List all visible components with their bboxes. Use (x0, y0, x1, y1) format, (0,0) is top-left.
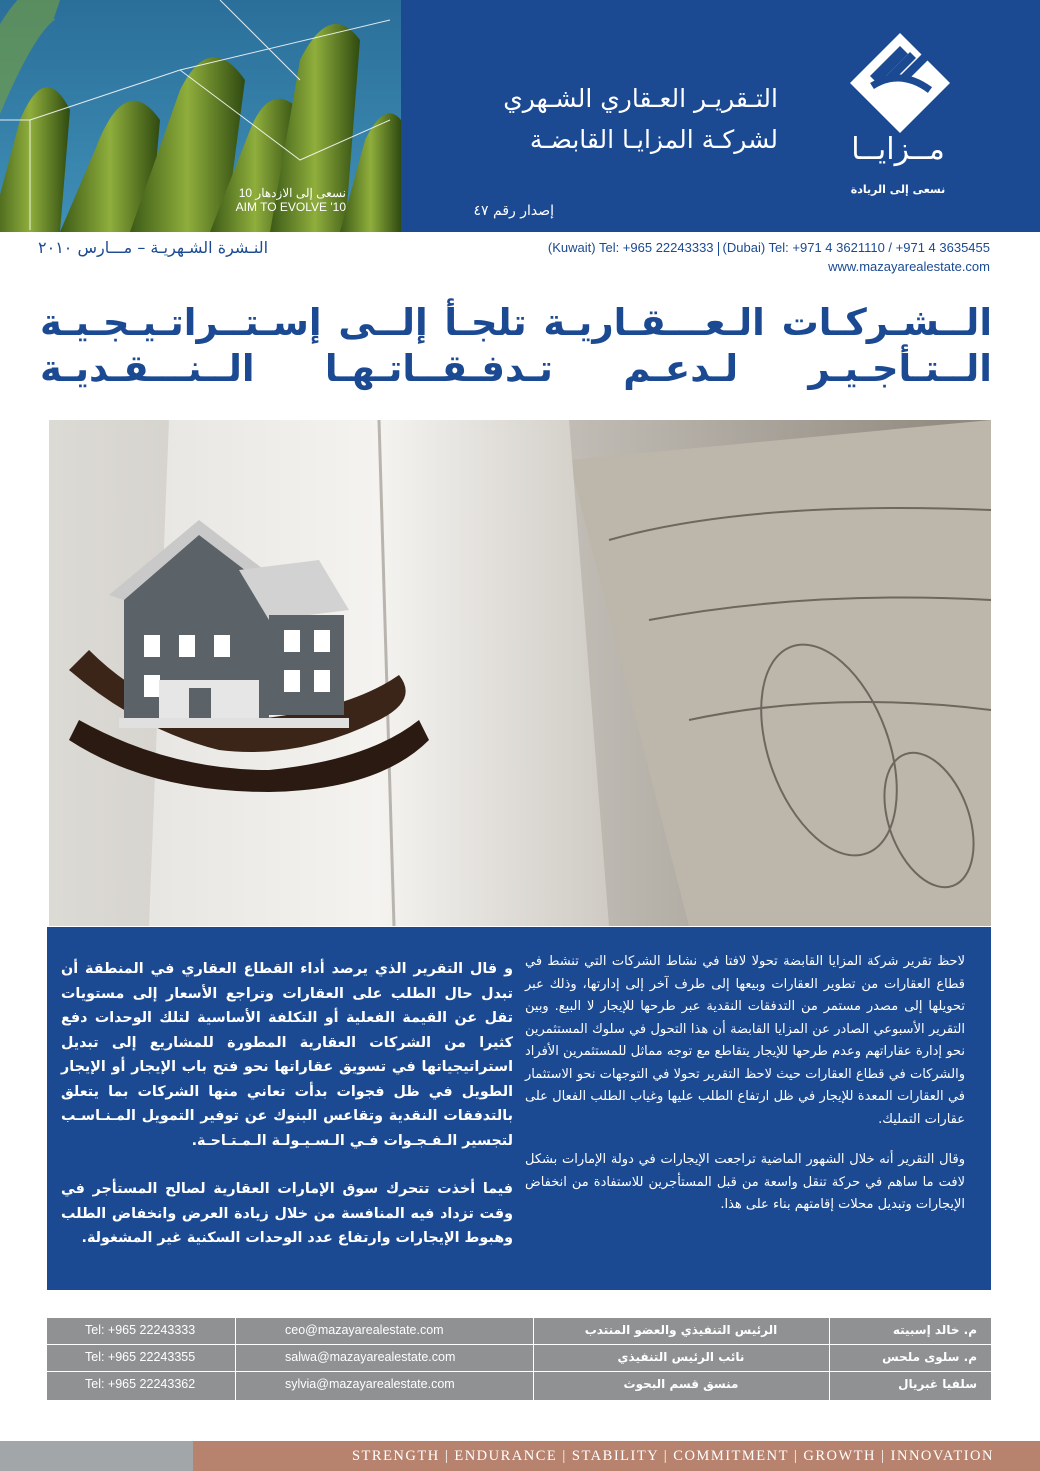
phone-dubai: (Dubai) Tel: +971 4 3621110 / +971 4 3635455 (722, 240, 990, 255)
staff-role: نائب الرئيس التنفيذي (617, 1350, 745, 1364)
issue-number: إصدار رقم ٤٧ (473, 203, 554, 219)
article-column-left (61, 957, 513, 1251)
article-column-right (525, 951, 965, 1217)
cactus-tagline (196, 186, 346, 214)
staff-tel: Tel: +965 22243362 (85, 1377, 196, 1391)
website-link[interactable]: www.mazayarealestate.com (828, 258, 990, 274)
logo-tagline: نسعى إلى الريادة (850, 183, 946, 196)
headline-line1: الــشـركـات الـعـــقـاريـة تلجـأ إلــى إسـتــراتـيـجـيـة (40, 301, 992, 344)
divider (718, 242, 719, 256)
staff-name: م. سلوى ملحس (882, 1350, 977, 1364)
staff-email[interactable]: sylvia@mazayarealestate.com (285, 1377, 455, 1391)
article-paragraph: و قال التقرير الذي يرصد أداء القطاع العقاري في المنطقة أن تبدل حال الطلب على العقارات وتراجع الأسعار إلى مستويات تقل عن القيمة الفعلية أو التكلفة الأساسية لتلك الوحدات دفع كثيرا من الشركات العقارية المطورة للمشاريع إلى تبديل استراتيجياتها في تسويق عقاراتها نحو فتح باب الإيجار أو الإيجار الطويل في ظل فجوات بدأت تعاني منها الشركات بما يتعلق بالتدفقات النقدية وتقاعس البنوك عن توفير التمويل المـنـاسـب لتجسير الـفـجـوات فـي الـسـيـولـة الـمـتـاحـة. (61, 961, 513, 1149)
staff-email[interactable]: ceo@mazayarealestate.com (285, 1323, 444, 1337)
report-title (418, 84, 778, 154)
article-paragraph: لاحظ تقرير شركة المزايا القابضة تحولا لافتا في نشاط الشركات التي تنشط في قطاع العقارات من تطوير العقارات وبيعها إلى طرف آخر إلى إدارتها، وذلك عبر تحويلها إلى مصدر مستمر من التدفقات النقدية عبر طرحها للإيجار لا البيع. وبين التقرير الأسبوعي الصادر عن المزايا القابضة أن هذا التحول في سلوك المستثمرين نحو إدارة عقاراتهم وعدم طرحها للإيجار يتقاطع مع توجه مماثل للمستثمرين الأفراد والشركات في قطاع العقارات حيث لاحظ التقرير تحولا في التوجهات نحو الاستثمار في العقارات المعدة للإيجار في ظل ارتفاع الطلب عليها وغياب الطلب الفعال على عقارات التمليك. (525, 954, 965, 1127)
mazaya-logo-icon (830, 28, 970, 138)
house-in-hands-photo (49, 420, 991, 926)
footer-values: STRENGTH | ENDURANCE | STABILITY | COMMITMENT | GROWTH | INNOVATION (193, 1441, 1040, 1471)
contact-info (548, 240, 990, 274)
headline-line2: الــتـأجـيـر لـدعـم تـدفـقــاتـهـا الــنـــقـديـة (40, 347, 992, 390)
footer-accent (0, 1441, 193, 1471)
table-row (47, 1345, 991, 1372)
report-title-line1: التـقريـر العـقاري الشـهري (503, 84, 778, 113)
cactus-tagline-ar: نسعى إلى الازدهار 10 (238, 186, 346, 200)
staff-role: الرئيس التنفيذي والعضو المنتدب (584, 1323, 778, 1337)
staff-name: م. خالد إسبيته (892, 1323, 977, 1337)
article-box (47, 927, 991, 1290)
masthead (0, 0, 1040, 232)
article-paragraph: فيما أخذت تتحرك سوق الإمارات العقارية لصالح المستأجر في وقت تزداد فيه المنافسة من خلال زيادة العرض وانخفاض الطلب وهبوط الإيجارات وارتفاع عدد الوحدات السكنية غير المشغولة. (61, 1181, 513, 1246)
article-paragraph: وقال التقرير أنه خلال الشهور الماضية تراجعت الإيجارات في دولة الإمارات بشكل لافت ما ساهم في حركة تنقل واسعة من قبل المستأجرين للاستفادة من انخفاض الإيجارات وتبديل محلات إقامتهم بناء على هذا. (525, 1152, 965, 1212)
newsletter-date: النـشرة الشـهريـة – مـــارس ٢٠١٠ (38, 238, 269, 257)
logo-wordmark: مــزايــا (851, 132, 945, 167)
table-row (47, 1372, 991, 1399)
cactus-photo (0, 0, 401, 232)
staff-role: منسق قسم البحوث (623, 1377, 739, 1391)
staff-tel: Tel: +965 22243355 (85, 1350, 196, 1364)
report-title-line2: لشركـة المزايـا القابضـة (529, 125, 778, 154)
staff-name: سلفيا غبريال (898, 1377, 977, 1391)
phone-kuwait: (Kuwait) Tel: +965 22243333 (547, 240, 714, 255)
staff-email[interactable]: salwa@mazayarealestate.com (285, 1350, 456, 1364)
contact-table (47, 1318, 991, 1400)
table-row (47, 1318, 991, 1345)
headline (40, 300, 992, 392)
cactus-tagline-en: AIM TO EVOLVE '10 (235, 200, 346, 214)
staff-tel: Tel: +965 22243333 (85, 1323, 196, 1337)
